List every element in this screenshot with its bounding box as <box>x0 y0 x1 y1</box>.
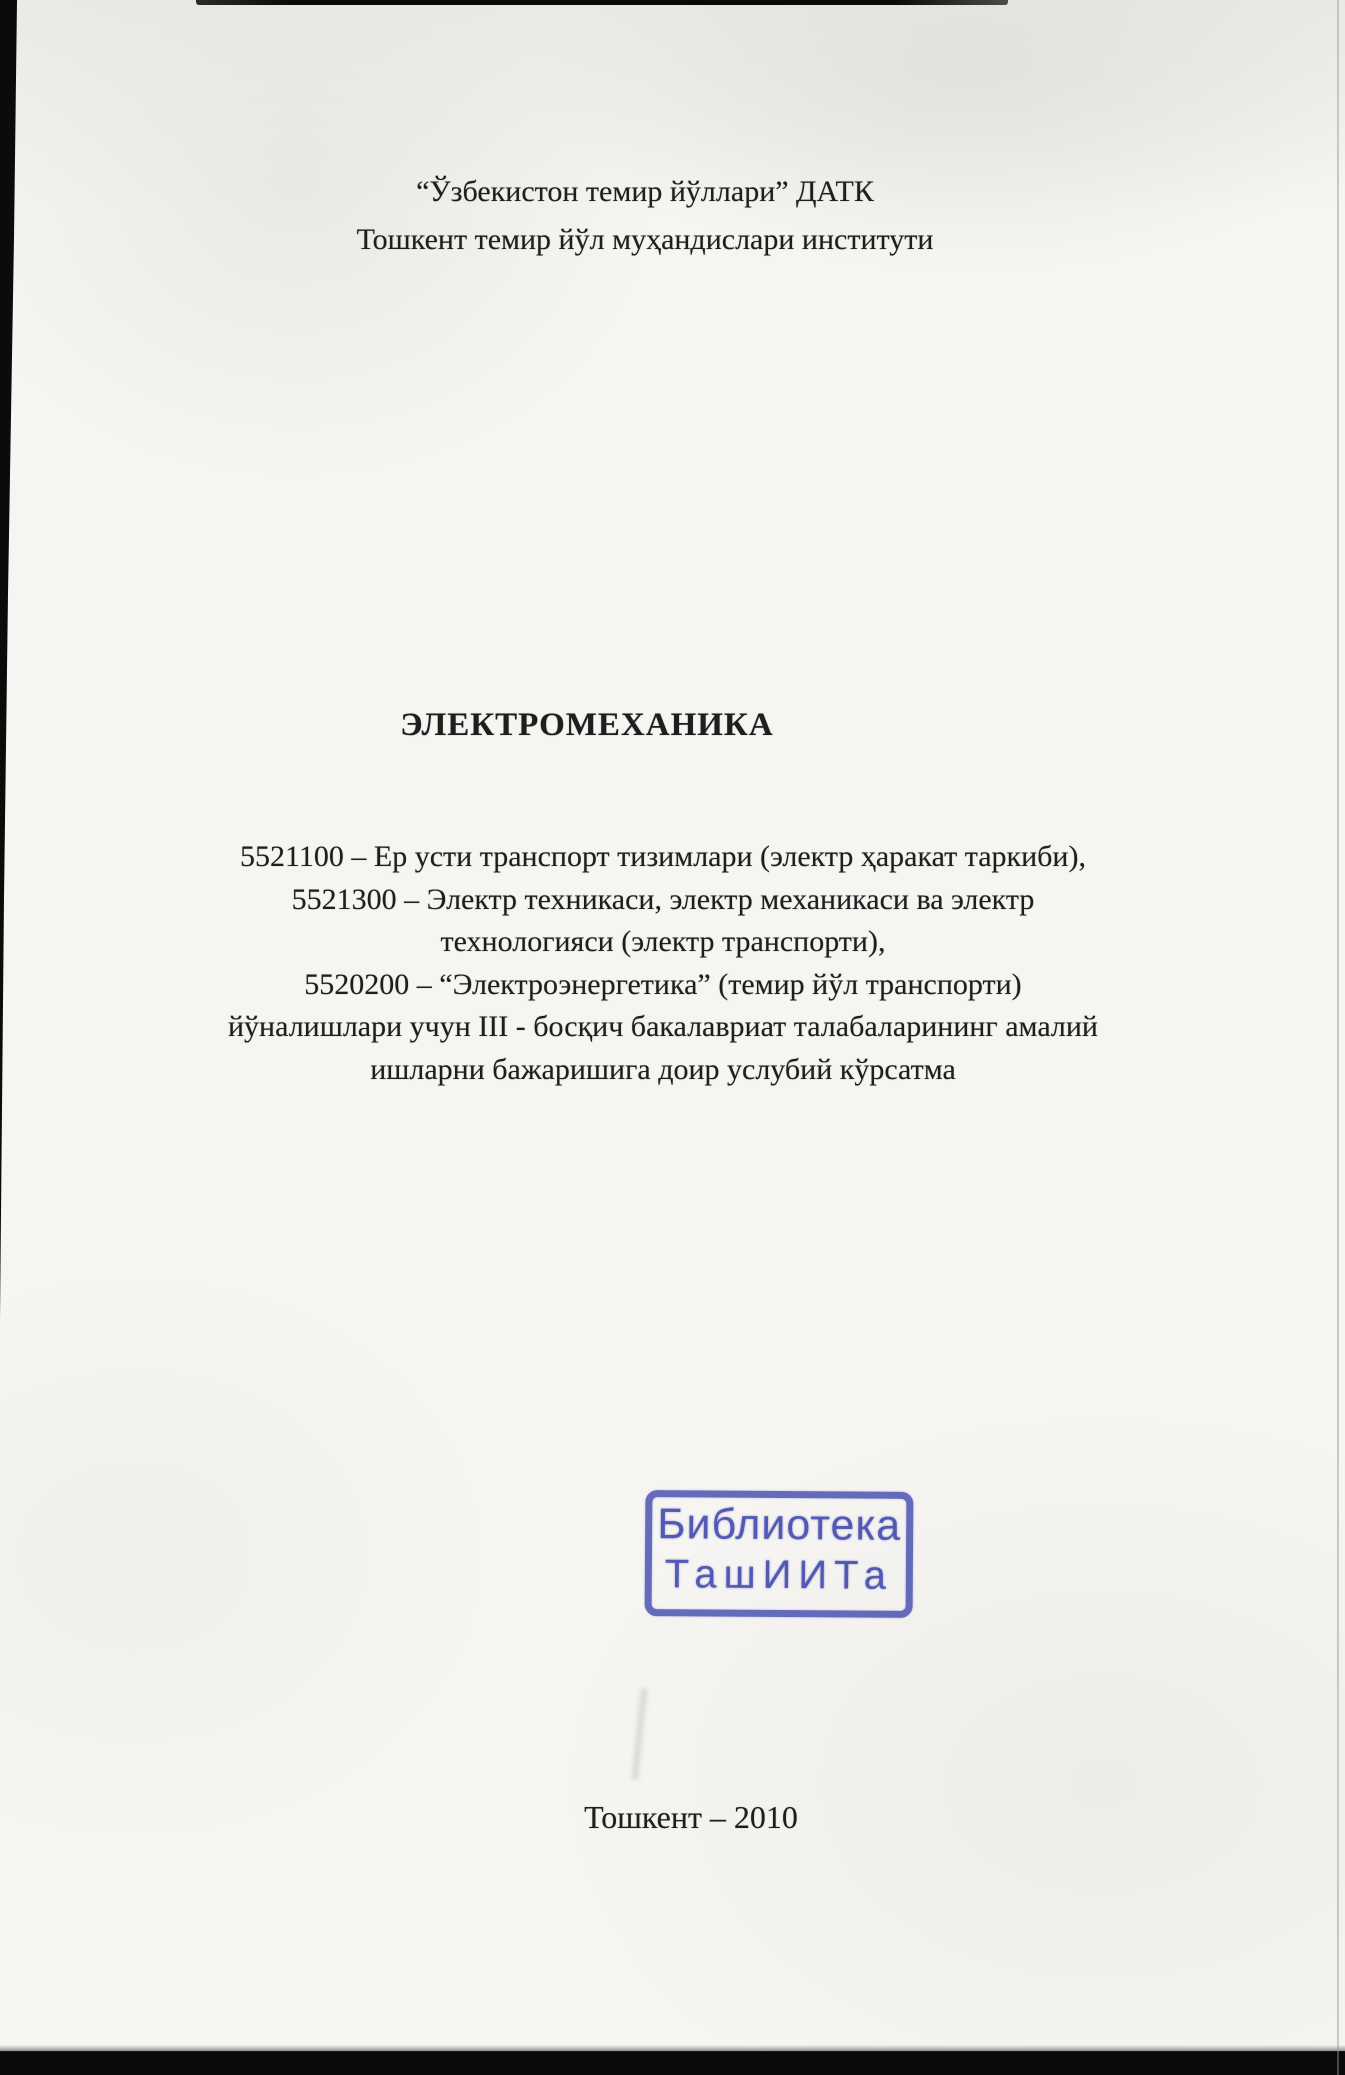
library-stamp-title: Библиотека <box>657 1500 902 1550</box>
description-line: 5521100 – Ер усти транспорт тизимлари (электр ҳаракат таркиби), <box>240 840 1086 873</box>
description-block <box>18 836 1308 1091</box>
institute-name: Тошкент темир йўл муҳандислари институти <box>356 223 934 256</box>
description-line: технологияси (электр транспорти), <box>440 925 886 958</box>
description-line: 5521300 – Электр техникаси, электр механикаси ва электр <box>291 882 1035 916</box>
organization-header <box>0 168 1290 264</box>
description-line: 5520200 – “Электроэнергетика” (темир йўл транспорти) <box>304 967 1022 1001</box>
page-title: ЭЛЕКТРОМЕХАНИКА <box>400 707 774 743</box>
description-line: ишларни бажаришига доир услубий кўрсатма <box>370 1052 956 1086</box>
library-stamp-institution: ТашИИТа <box>664 1552 894 1598</box>
description-line: йўналишлари учун III - босқич бакалавриат талабаларининг амалий <box>228 1010 1098 1043</box>
organization-name: “Ўзбекистон темир йўллари” ДАТК <box>416 175 874 208</box>
scan-edge-right-line <box>1337 0 1339 2075</box>
imprint-city-year: Тошкент – 2010 <box>584 1799 798 1835</box>
library-stamp <box>645 1490 914 1618</box>
